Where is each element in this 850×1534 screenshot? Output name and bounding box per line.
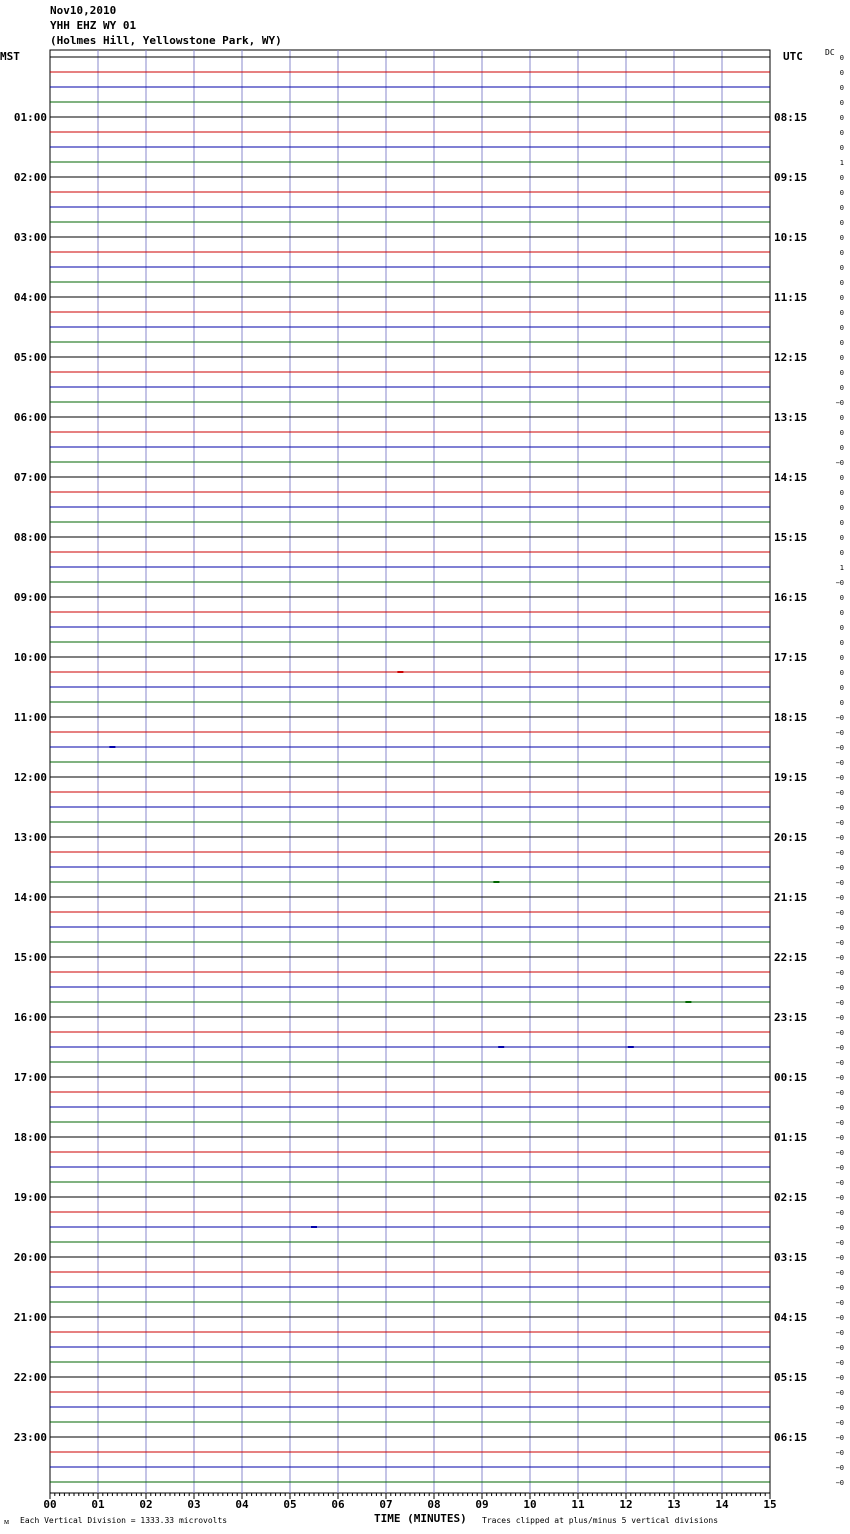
dc-offset-label: 0 [839,129,844,137]
x-tick-label: 12 [619,1498,633,1511]
dc-offset-label: −0 [835,819,844,827]
utc-hour-label: 14:15 [774,471,808,484]
mst-hour-label: 11:00 [13,711,47,724]
dc-offset-label: −0 [835,1014,844,1022]
dc-offset-label: 0 [839,474,844,482]
location-title: (Holmes Hill, Yellowstone Park, WY) [50,34,282,47]
dc-offset-label: 0 [839,264,844,272]
dc-offset-label: 0 [839,114,844,122]
dc-offset-label: 0 [839,294,844,302]
station-title: YHH EHZ WY 01 [50,19,137,32]
dc-offset-label: −0 [835,789,844,797]
dc-offset-label: 0 [839,519,844,527]
dc-offset-label: −0 [835,864,844,872]
dc-offset-label: −0 [835,834,844,842]
dc-offset-label: −0 [835,744,844,752]
mst-hour-label: 09:00 [13,591,47,604]
scale-note: Each Vertical Division = 1333.33 microvolts [20,1516,228,1525]
utc-hour-label: 10:15 [774,231,808,244]
dc-offset-label: −0 [835,1434,844,1442]
dc-offset-label: 0 [839,429,844,437]
dc-offset-label: −0 [835,969,844,977]
plot-frame [50,50,770,1493]
dc-offset-label: 0 [839,249,844,257]
dc-offset-label: −0 [835,804,844,812]
mst-hour-label: 07:00 [13,471,47,484]
dc-offset-label: 0 [839,189,844,197]
dc-offset-label: −0 [835,1359,844,1367]
dc-offset-label: −0 [835,894,844,902]
dc-offset-label: 0 [839,234,844,242]
dc-offset-label: −0 [835,1299,844,1307]
dc-offset-label: 0 [839,54,844,62]
dc-offset-label: 0 [839,549,844,557]
utc-hour-label: 15:15 [774,531,808,544]
x-tick-label: 00 [43,1498,57,1511]
dc-offset-label: −0 [835,984,844,992]
dc-offset-label: 0 [839,684,844,692]
dc-offset-label: −0 [835,1164,844,1172]
clip-note: Traces clipped at plus/minus 5 vertical divisions [482,1516,719,1525]
utc-hour-label: 18:15 [774,711,808,724]
mst-hour-label: 19:00 [13,1191,47,1204]
dc-offset-label: 0 [839,504,844,512]
x-tick-label: 14 [715,1498,729,1511]
utc-hour-label: 17:15 [774,651,808,664]
dc-offset-label: −0 [835,1179,844,1187]
utc-hour-label: 19:15 [774,771,808,784]
dc-offset-label: −0 [835,1479,844,1487]
dc-offset-label: −0 [835,954,844,962]
dc-offset-label: −0 [835,1239,844,1247]
x-axis-title: TIME (MINUTES) [374,1512,467,1525]
mst-hour-label: 10:00 [13,651,47,664]
utc-hour-label: 22:15 [774,951,808,964]
mst-hour-label: 08:00 [13,531,47,544]
date-title: Nov10,2010 [50,4,117,17]
dc-offset-label: −0 [835,849,844,857]
dc-offset-label: −0 [835,1419,844,1427]
dc-label: DC [825,48,835,57]
dc-offset-label: 0 [839,354,844,362]
utc-hour-label: 04:15 [774,1311,808,1324]
x-tick-label: 15 [763,1498,777,1511]
dc-offset-label: −0 [835,1449,844,1457]
mst-hour-label: 23:00 [13,1431,47,1444]
dc-offset-label: −0 [835,1074,844,1082]
dc-offset-label: −0 [835,1149,844,1157]
utc-hour-label: 21:15 [774,891,808,904]
dc-offset-label: −0 [835,1119,844,1127]
mst-hour-label: 22:00 [13,1371,47,1384]
dc-offset-label: −0 [835,579,844,587]
utc-hour-label: 00:15 [774,1071,808,1084]
utc-hour-label: 13:15 [774,411,808,424]
utc-hour-label: 02:15 [774,1191,808,1204]
utc-hour-label: 06:15 [774,1431,808,1444]
x-tick-label: 07 [379,1498,393,1511]
dc-offset-label: −0 [835,459,844,467]
dc-offset-label: −0 [835,1104,844,1112]
dc-offset-label: −0 [835,1464,844,1472]
mst-hour-label: 21:00 [13,1311,47,1324]
x-tick-label: 06 [331,1498,345,1511]
dc-offset-label: 1 [839,564,844,572]
dc-offset-label: 0 [839,414,844,422]
dc-offset-label: 0 [839,204,844,212]
dc-offset-label: −0 [835,1029,844,1037]
dc-offset-label: 0 [839,369,844,377]
mst-hour-label: 05:00 [13,351,47,364]
x-tick-label: 03 [187,1498,201,1511]
utc-hour-label: 09:15 [774,171,808,184]
mst-hour-label: 14:00 [13,891,47,904]
dc-offset-label: 0 [839,609,844,617]
dc-offset-label: 0 [839,324,844,332]
dc-offset-label: 0 [839,339,844,347]
dc-offset-label: −0 [835,909,844,917]
mst-hour-label: 18:00 [13,1131,47,1144]
dc-offset-label: 0 [839,279,844,287]
dc-offset-label: 1 [839,159,844,167]
mst-label: MST [0,50,20,63]
dc-offset-label: −0 [835,714,844,722]
dc-offset-label: 0 [839,99,844,107]
dc-offset-label: 0 [839,594,844,602]
dc-offset-label: −0 [835,1269,844,1277]
x-tick-label: 08 [427,1498,441,1511]
mst-hour-label: 16:00 [13,1011,47,1024]
dc-offset-label: −0 [835,1089,844,1097]
utc-hour-label: 03:15 [774,1251,808,1264]
mst-hour-label: 02:00 [13,171,47,184]
dc-offset-label: −0 [835,1404,844,1412]
dc-offset-label: −0 [835,1044,844,1052]
mst-hour-label: 13:00 [13,831,47,844]
dc-offset-label: −0 [835,1284,844,1292]
dc-offset-label: −0 [835,939,844,947]
corner-mark: ᴍ [4,1517,10,1526]
utc-hour-label: 23:15 [774,1011,808,1024]
dc-offset-label: 0 [839,444,844,452]
dc-offset-label: −0 [835,1329,844,1337]
x-tick-label: 04 [235,1498,249,1511]
utc-hour-label: 16:15 [774,591,808,604]
dc-offset-label: 0 [839,639,844,647]
utc-hour-label: 05:15 [774,1371,808,1384]
dc-offset-label: 0 [839,84,844,92]
x-tick-label: 13 [667,1498,681,1511]
mst-hour-label: 04:00 [13,291,47,304]
utc-hour-label: 12:15 [774,351,808,364]
dc-offset-label: −0 [835,1314,844,1322]
dc-offset-label: −0 [835,399,844,407]
dc-offset-label: 0 [839,384,844,392]
dc-offset-label: 0 [839,309,844,317]
x-tick-label: 01 [91,1498,105,1511]
dc-offset-label: −0 [835,924,844,932]
mst-hour-label: 17:00 [13,1071,47,1084]
utc-label: UTC [783,50,803,63]
dc-offset-label: 0 [839,174,844,182]
dc-offset-label: −0 [835,1194,844,1202]
dc-offset-label: 0 [839,69,844,77]
dc-offset-label: −0 [835,879,844,887]
dc-offset-label: 0 [839,144,844,152]
dc-offset-label: −0 [835,1209,844,1217]
dc-offset-label: 0 [839,699,844,707]
dc-offset-label: −0 [835,1224,844,1232]
dc-offset-label: −0 [835,1389,844,1397]
dc-offset-label: 0 [839,534,844,542]
x-tick-label: 09 [475,1498,489,1511]
dc-offset-label: 0 [839,669,844,677]
mst-hour-label: 12:00 [13,771,47,784]
dc-offset-label: −0 [835,759,844,767]
dc-offset-label: −0 [835,1374,844,1382]
dc-offset-label: 0 [839,624,844,632]
mst-hour-label: 03:00 [13,231,47,244]
mst-hour-label: 01:00 [13,111,47,124]
x-tick-label: 10 [523,1498,537,1511]
dc-offset-label: −0 [835,1344,844,1352]
dc-offset-label: 0 [839,219,844,227]
dc-offset-label: −0 [835,999,844,1007]
mst-hour-label: 20:00 [13,1251,47,1264]
dc-offset-label: −0 [835,729,844,737]
dc-offset-label: −0 [835,1134,844,1142]
utc-hour-label: 11:15 [774,291,808,304]
x-tick-label: 05 [283,1498,297,1511]
mst-hour-label: 15:00 [13,951,47,964]
x-tick-label: 11 [571,1498,585,1511]
dc-offset-label: 0 [839,654,844,662]
dc-offset-label: −0 [835,1254,844,1262]
utc-hour-label: 08:15 [774,111,808,124]
dc-offset-label: −0 [835,1059,844,1067]
utc-hour-label: 20:15 [774,831,808,844]
dc-offset-label: −0 [835,774,844,782]
mst-hour-label: 06:00 [13,411,47,424]
x-tick-label: 02 [139,1498,153,1511]
dc-offset-label: 0 [839,489,844,497]
utc-hour-label: 01:15 [774,1131,808,1144]
